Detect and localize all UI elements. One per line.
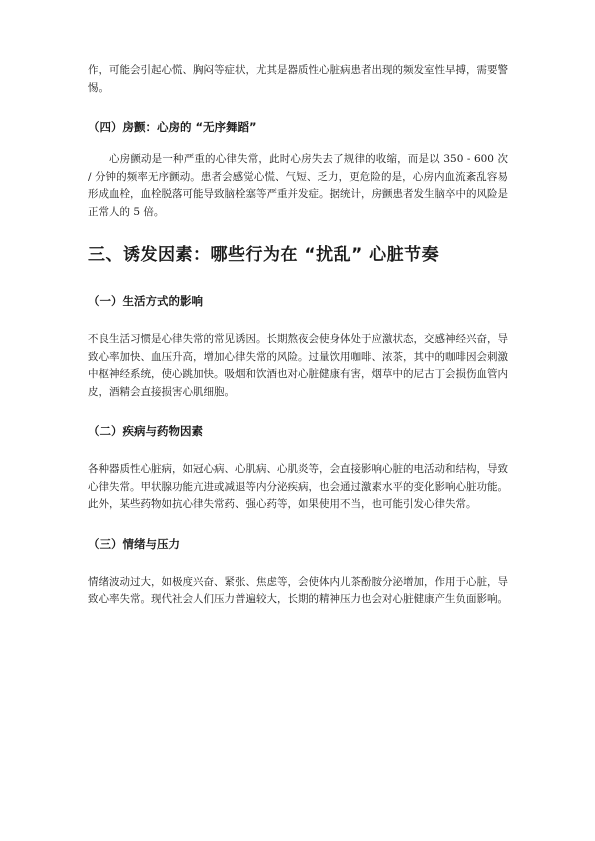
- sub-2-body: 各种器质性心脏病，如冠心病、心肌病、心肌炎等，会直接影响心脏的电活动和结构，导致心律失常。甲状腺功能亢进或减退等内分泌疾病，也会通过激素水平的变化影响心脏功能。此外，某些药物如抗心律失常药、强心药等，如果使用不当，也可能引发心律失常。: [88, 463, 508, 510]
- section-4-body: 心房颤动是一种严重的心律失常，此时心房失去了规律的收缩，而是以 350 - 600 次 / 分钟的频率无序颤动。患者会感觉心慌、气短、乏力，更危险的是，心房内血流紊乱容易形成血栓，血栓脱落可能导致脑栓塞等严重并发症。据统计，房颤患者发生脑卒中的风险是正常人的 5 倍。: [88, 153, 508, 218]
- intro-paragraph: 作，可能会引起心慌、胸闷等症状，尤其是器质性心脏病患者出现的频发室性早搏，需要警惕。: [88, 64, 508, 94]
- sub-1-body: 不良生活习惯是心律失常的常见诱因。长期熬夜会使身体处于应激状态，交感神经兴奋，导致心率加快、血压升高，增加心律失常的风险。过量饮用咖啡、浓茶，其中的咖啡因会刺激中枢神经系统，使心跳加快。吸烟和饮酒也对心脏健康有害，烟草中的尼古丁会损伤血管内皮，酒精会直接损害心肌细胞。: [88, 333, 508, 398]
- chapter-3-heading: 三、诱发因素：哪些行为在 “扰乱” 心脏节奏: [88, 245, 440, 265]
- sub-1-heading: （一）生活方式的影响: [88, 294, 203, 308]
- section-4-heading: （四）房颤：心房的 “无序舞蹈”: [88, 120, 257, 134]
- sub-3-heading: （三）情绪与压力: [88, 536, 180, 551]
- document-page: [88, 62, 508, 609]
- sub-2-heading: （二）疾病与药物因素: [88, 424, 203, 438]
- sub-3-body: 情绪波动过大，如极度兴奋、紧张、焦虑等，会使体内儿茶酚胺分泌增加，作用于心脏，导致心率失常。现代社会人们压力普遍较大，长期的精神压力也会对心脏健康产生负面影响。: [88, 575, 508, 605]
